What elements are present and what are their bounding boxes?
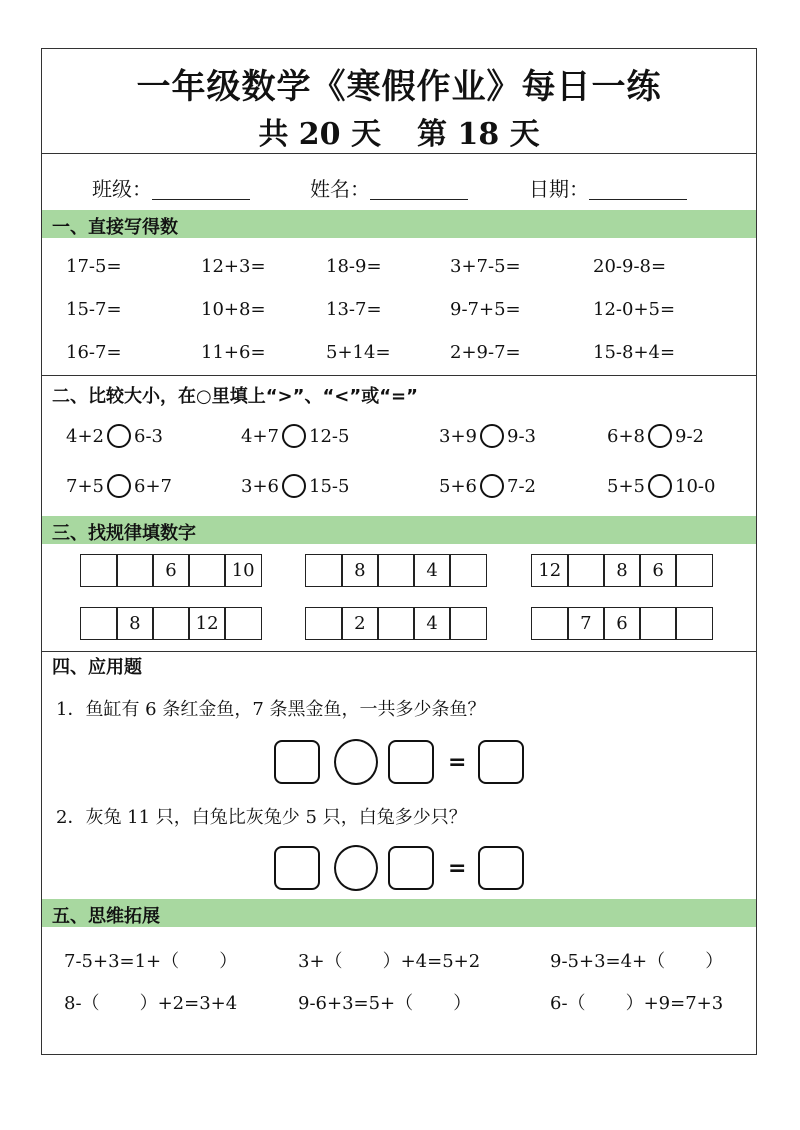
sequence-cell: 2 (341, 607, 379, 640)
comparison-circle[interactable] (480, 474, 504, 498)
comparison-item (607, 474, 715, 498)
sequence-cell[interactable] (305, 554, 343, 587)
equals-sign: = (448, 855, 467, 881)
number-sequence (531, 607, 713, 640)
sequence-cell[interactable] (377, 554, 415, 587)
divider (42, 651, 756, 652)
number-sequence (305, 554, 487, 587)
operator-circle[interactable] (334, 845, 378, 891)
comparison-right: 10-0 (675, 475, 716, 497)
comparison-item (241, 474, 349, 498)
comparison-circle[interactable] (648, 424, 672, 448)
sequence-cell: 4 (413, 554, 451, 587)
equation: 18-9= (326, 256, 382, 277)
equation: 16-7= (66, 342, 122, 363)
result-box[interactable] (478, 846, 524, 890)
fill-blank-equation[interactable]: 7-5+3=1+（ ） (64, 951, 238, 972)
comparison-left: 5+5 (607, 475, 645, 497)
operator-circle[interactable] (334, 739, 378, 785)
equation: 9-7+5= (450, 299, 521, 320)
comparison-left: 4+2 (66, 425, 104, 447)
comparison-circle[interactable] (282, 424, 306, 448)
sequence-cell[interactable] (449, 607, 487, 640)
section2-title: 二、比较大小，在○里填上“>”、“<”或“=” (52, 386, 418, 407)
comparison-item (607, 424, 704, 448)
divider (42, 153, 756, 154)
class-blank[interactable] (152, 181, 250, 200)
equation: 15-8+4= (593, 342, 676, 363)
comparison-left: 7+5 (66, 475, 104, 497)
date-field (529, 173, 687, 202)
comparison-left: 6+8 (607, 425, 645, 447)
equals-sign: = (448, 749, 467, 775)
sequence-cell[interactable] (80, 607, 118, 640)
comparison-item (66, 474, 172, 498)
sequence-cell[interactable] (377, 607, 415, 640)
comparison-item (66, 424, 163, 448)
sequence-cell[interactable] (152, 607, 190, 640)
fill-blank-equation[interactable]: 3+（ ）+4=5+2 (298, 951, 481, 972)
answer-row-2 (274, 845, 524, 891)
class-label: 班级： (92, 177, 152, 201)
equation: 12+3= (201, 256, 266, 277)
answer-box[interactable] (274, 740, 320, 784)
sequence-cell[interactable] (639, 607, 677, 640)
section1-header (42, 210, 756, 238)
day-counter (42, 109, 756, 153)
fill-blank-equation[interactable]: 9-6+3=5+（ ） (298, 993, 472, 1014)
section3-header (42, 516, 756, 544)
comparison-right: 7-2 (507, 475, 536, 497)
question-2: 2．灰兔 11 只，白兔比灰兔少 5 只，白兔多少只？ (56, 807, 467, 828)
sequence-cell: 12 (188, 607, 226, 640)
sequence-cell[interactable] (116, 554, 154, 587)
comparison-right: 9-3 (507, 425, 536, 447)
comparison-circle[interactable] (107, 474, 131, 498)
comparison-left: 3+6 (241, 475, 279, 497)
section5-header (42, 899, 756, 927)
number-sequence (531, 554, 713, 587)
equation: 20-9-8= (593, 256, 667, 277)
worksheet (41, 48, 757, 1055)
equation: 5+14= (326, 342, 391, 363)
number-sequence (305, 607, 487, 640)
sequence-cell[interactable] (531, 607, 569, 640)
number-sequence (80, 554, 262, 587)
fill-blank-equation[interactable]: 8-（ ）+2=3+4 (64, 993, 238, 1014)
comparison-left: 4+7 (241, 425, 279, 447)
sequence-cell: 8 (341, 554, 379, 587)
equation: 10+8= (201, 299, 266, 320)
equation: 2+9-7= (450, 342, 521, 363)
comparison-circle[interactable] (107, 424, 131, 448)
sequence-cell: 6 (603, 607, 641, 640)
name-blank[interactable] (370, 181, 468, 200)
comparison-right: 9-2 (675, 425, 704, 447)
sequence-cell[interactable] (675, 554, 713, 587)
result-box[interactable] (478, 740, 524, 784)
equation: 15-7= (66, 299, 122, 320)
sequence-cell: 6 (152, 554, 190, 587)
number-sequence (80, 607, 262, 640)
fill-blank-equation[interactable]: 9-5+3=4+（ ） (550, 951, 724, 972)
answer-row-1 (274, 739, 524, 785)
class-field (92, 173, 250, 202)
equation: 12-0+5= (593, 299, 676, 320)
sequence-cell[interactable] (224, 607, 262, 640)
sequence-cell: 8 (603, 554, 641, 587)
day-current: 第 18 天 (417, 117, 540, 152)
sequence-cell[interactable] (675, 607, 713, 640)
comparison-circle[interactable] (282, 474, 306, 498)
section4-title: 四、应用题 (52, 657, 142, 678)
comparison-right: 6-3 (134, 425, 163, 447)
sequence-cell[interactable] (567, 554, 605, 587)
name-label: 姓名： (310, 177, 370, 201)
answer-box[interactable] (274, 846, 320, 890)
days-total: 共 20 天 (258, 117, 381, 152)
section3-title: 三、找规律填数字 (52, 523, 196, 544)
equation: 3+7-5= (450, 256, 521, 277)
comparison-item (439, 474, 536, 498)
comparison-right: 15-5 (309, 475, 350, 497)
divider (42, 375, 756, 376)
date-blank[interactable] (589, 181, 687, 200)
sequence-cell[interactable] (188, 554, 226, 587)
sequence-cell: 10 (224, 554, 262, 587)
fill-blank-equation[interactable]: 6-（ ）+9=7+3 (550, 993, 724, 1014)
worksheet-title: 一年级数学《寒假作业》每日一练 (136, 67, 662, 107)
date-label: 日期： (529, 177, 589, 201)
section5-title: 五、思维拓展 (52, 906, 160, 927)
comparison-item (241, 424, 349, 448)
sequence-cell: 12 (531, 554, 569, 587)
equation: 17-5= (66, 256, 122, 277)
name-field (310, 173, 468, 202)
comparison-left: 3+9 (439, 425, 477, 447)
sequence-cell: 8 (116, 607, 154, 640)
section1-title: 一、直接写得数 (52, 217, 178, 238)
comparison-circle[interactable] (480, 424, 504, 448)
comparison-left: 5+6 (439, 475, 477, 497)
comparison-right: 6+7 (134, 475, 172, 497)
equation: 13-7= (326, 299, 382, 320)
comparison-circle[interactable] (648, 474, 672, 498)
answer-box[interactable] (388, 846, 434, 890)
answer-box[interactable] (388, 740, 434, 784)
equation: 11+6= (201, 342, 266, 363)
sequence-cell[interactable] (449, 554, 487, 587)
sequence-cell: 4 (413, 607, 451, 640)
sequence-cell: 6 (639, 554, 677, 587)
sequence-cell: 7 (567, 607, 605, 640)
comparison-right: 12-5 (309, 425, 350, 447)
comparison-item (439, 424, 536, 448)
sequence-cell[interactable] (305, 607, 343, 640)
sequence-cell[interactable] (80, 554, 118, 587)
question-1: 1．鱼缸有 6 条红金鱼，7 条黑金鱼，一共多少条鱼？ (56, 699, 486, 720)
